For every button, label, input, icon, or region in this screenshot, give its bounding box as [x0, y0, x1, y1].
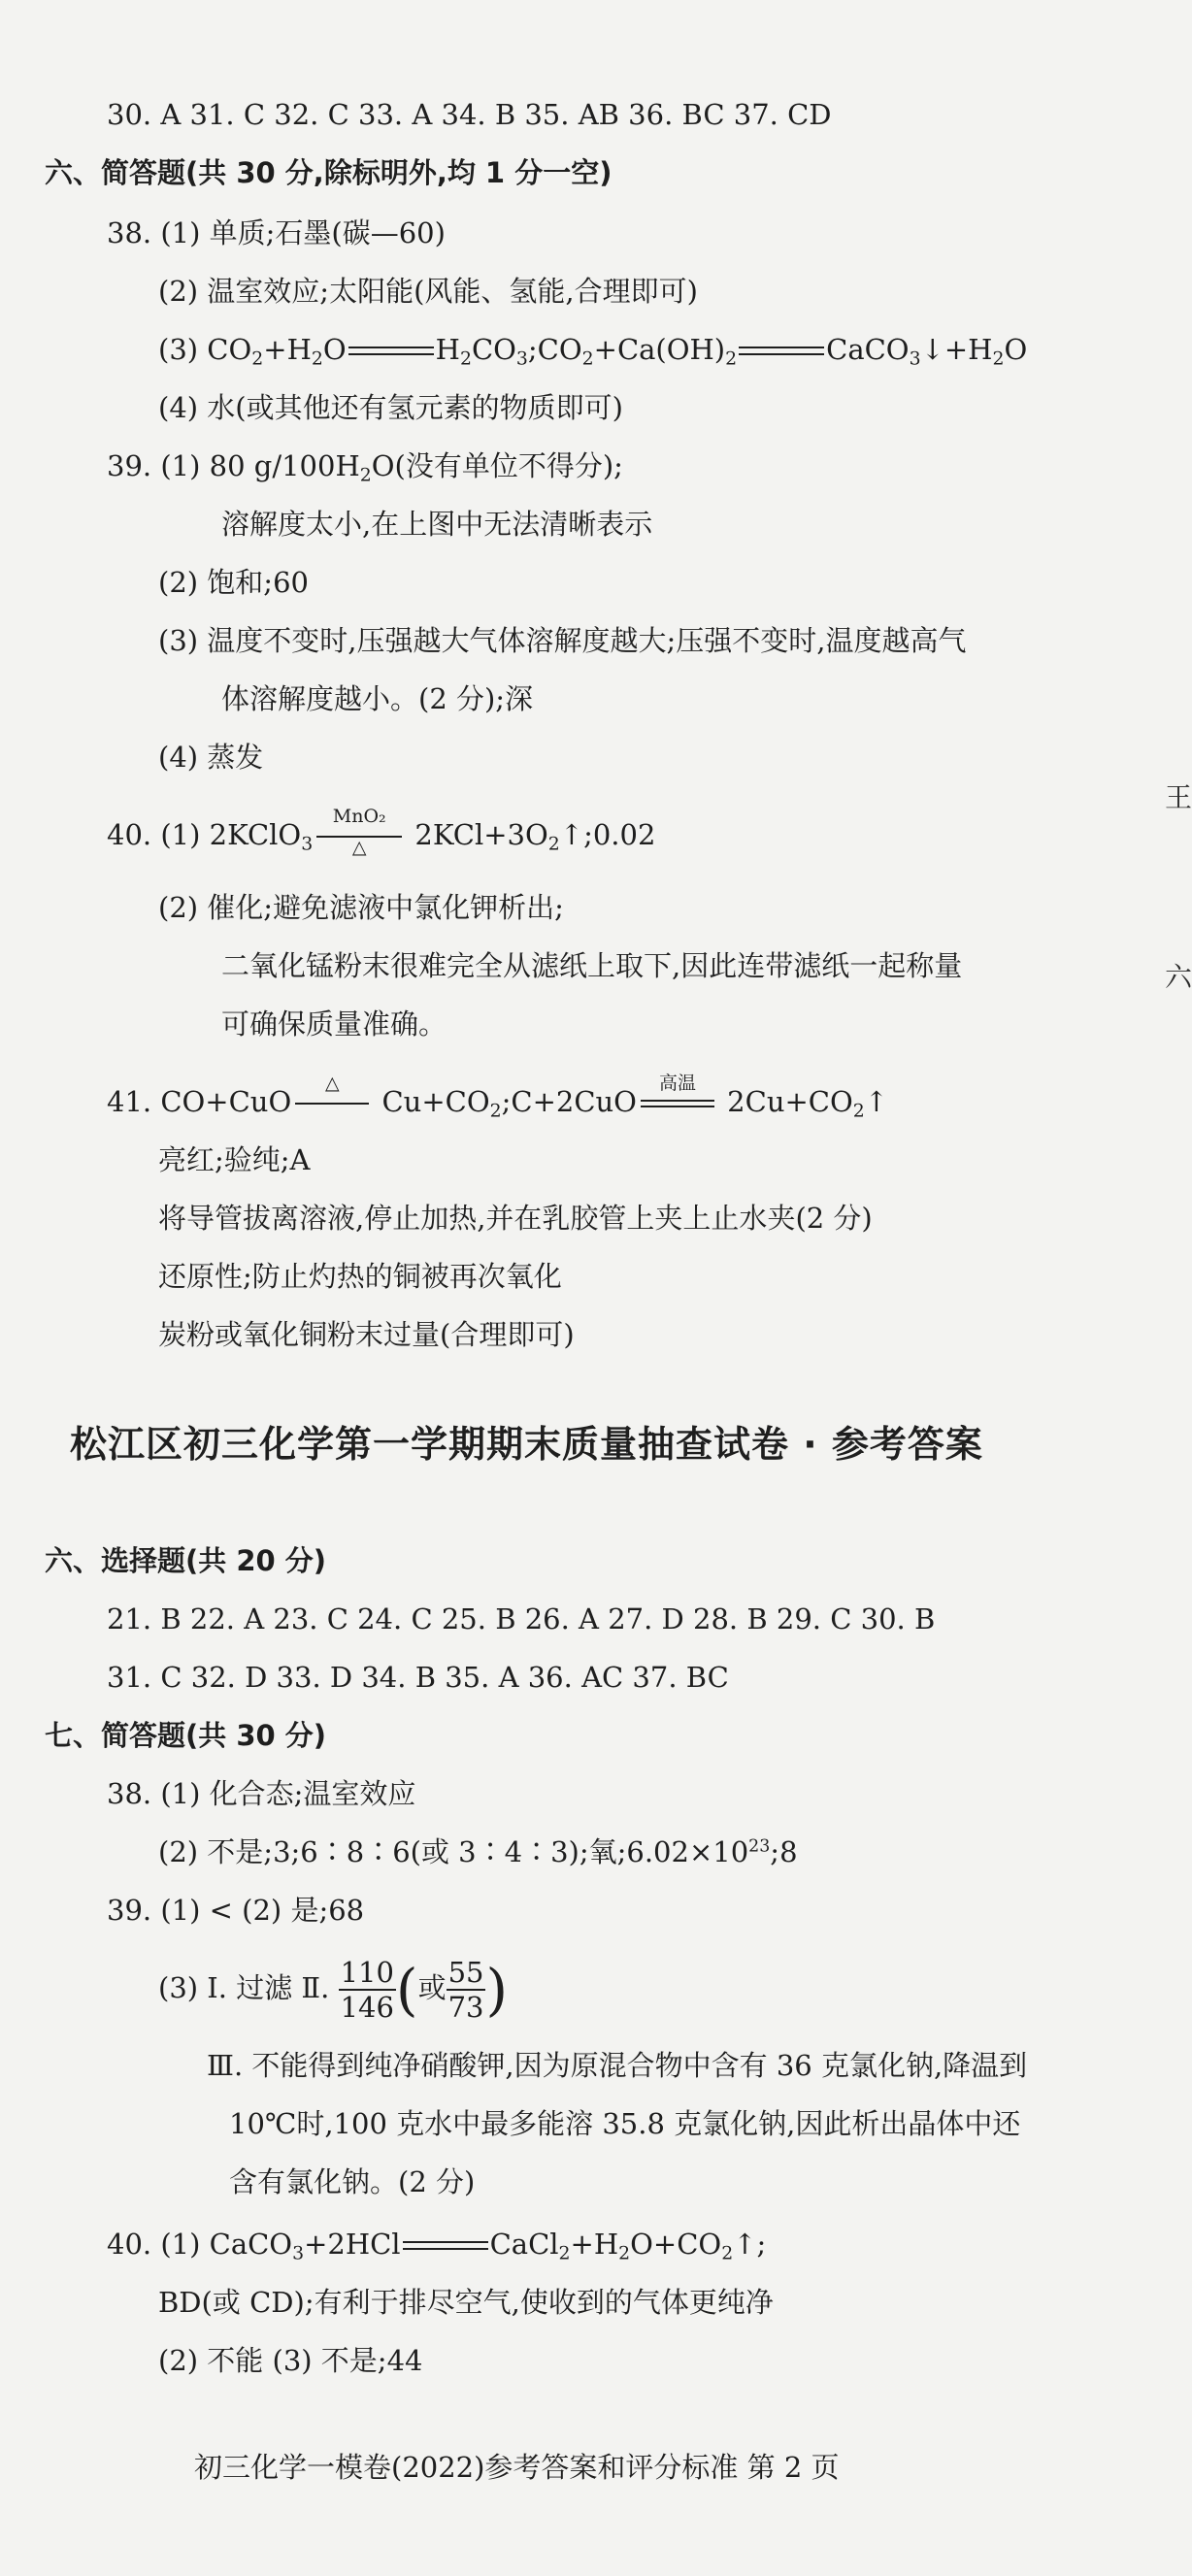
heading-short-answer: 七、简答题(共 30 分) [45, 1719, 327, 1752]
s2-q40-2: (2) 不能 (3) 不是;44 [158, 2344, 423, 2377]
s2-q39-3-fractions: (3) Ⅰ. 过滤 Ⅱ. $\frac{110}{146}$ (或 $\frac{55}{73}$ ) [158, 1956, 509, 2024]
q39-2: (2) 饱和;60 [158, 566, 309, 599]
q40-2c: 可确保质量准确。 [221, 1007, 447, 1040]
q39-3b: 体溶解度越小。(2 分);深 [221, 682, 534, 715]
margin-mark: 王 [1165, 781, 1192, 813]
margin-mark: 六 [1165, 961, 1192, 993]
section-title: 松江区初三化学第一学期期末质量抽查试卷 · 参考答案 [70, 1423, 983, 1466]
q39-1b: 溶解度太小,在上图中无法清晰表示 [221, 508, 653, 541]
q39-1a: 39. (1) 80 $g/100H_2O$(没有单位不得分); [107, 449, 623, 486]
q38-1: 38. (1) 单质;石墨(碳—60) [107, 216, 446, 249]
heading-choice: 六、选择题(共 20 分) [45, 1544, 327, 1577]
page-footer: 初三化学一模卷(2022)参考答案和评分标准 第 2 页 [194, 2451, 840, 2484]
q40-2a: (2) 催化;避免滤液中氯化钾析出; [158, 891, 564, 924]
q40-2b: 二氧化锰粉末很难完全从滤纸上取下,因此连带滤纸一起称量 [221, 949, 963, 982]
mc-answers-row: 30. A 31. C 32. C 33. A 34. B 35. AB 36. BC 37. CD [107, 98, 832, 131]
s2-q39-3c-c: 含有氯化钠。(2 分) [229, 2165, 476, 2198]
q38-4: (4) 水(或其他还有氢元素的物质即可) [158, 391, 623, 424]
s2-q38-2: (2) 不是;3;6∶8∶6(或 3∶4∶3);氧$;6.02\times 10^{23};8$ [158, 1835, 798, 1868]
mc-answers-row-1: 21. B 22. A 23. C 24. C 25. B 26. A 27. D 28. B 29. C 30. B [107, 1602, 936, 1635]
q39-3a: (3) 温度不变时,压强越大气体溶解度越大;压强不变时,温度越高气 [158, 624, 967, 657]
s2-q39-1: 39. (1) < (2) 是;68 [107, 1894, 365, 1927]
section-heading-short-answer: 六、简答题(共 30 分,除标明外,均 1 分一空) [45, 156, 613, 189]
q41-c: 还原性;防止灼热的铜被再次氧化 [158, 1260, 562, 1293]
s2-q39-3c-b: 10℃时,100 克水中最多能溶 35.8 克氯化钠,因此析出晶体中还 [229, 2107, 1021, 2140]
q39-4: (4) 蒸发 [158, 741, 264, 774]
q38-3-equations: (3) $CO_2+H_2O$ $H_2CO_3;CO_2+Ca(OH)_2$ $CaCO_3↓+H_2O$ [158, 333, 1028, 370]
q41-b: 将导管拔离溶液,停止加热,并在乳胶管上夹上止水夹(2 分) [158, 1202, 873, 1235]
q41-equations: 41. CO+CuO △ $Cu+CO_2;C+2CuO$ 高温 $2Cu+CO_2↑$ [107, 1073, 889, 1122]
q40-1-equation: 40. (1) 2KClO$_3$ MnO₂ △ $2KCl+3O_2↑;0.02$ [107, 806, 656, 858]
s2-q40-1-equation: 40. (1) CaCO$_3$+2HCl $CaCl_2+H_2O+CO_2↑$; [107, 2228, 767, 2264]
q41-d: 炭粉或氧化铜粉末过量(合理即可) [158, 1318, 575, 1351]
q41-a: 亮红;验纯;A [158, 1143, 311, 1176]
q38-2: (2) 温室效应;太阳能(风能、氢能,合理即可) [158, 275, 698, 308]
s2-q40-1b: BD(或 CD);有利于排尽空气,使收到的气体更纯净 [158, 2286, 774, 2319]
s2-q38-1: 38. (1) 化合态;温室效应 [107, 1777, 416, 1810]
mc-answers-row-2: 31. C 32. D 33. D 34. B 35. A 36. AC 37. BC [107, 1661, 729, 1694]
s2-q39-3c-a: Ⅲ. 不能得到纯净硝酸钾,因为原混合物中含有 36 克氯化钠,降温到 [207, 2049, 1028, 2082]
